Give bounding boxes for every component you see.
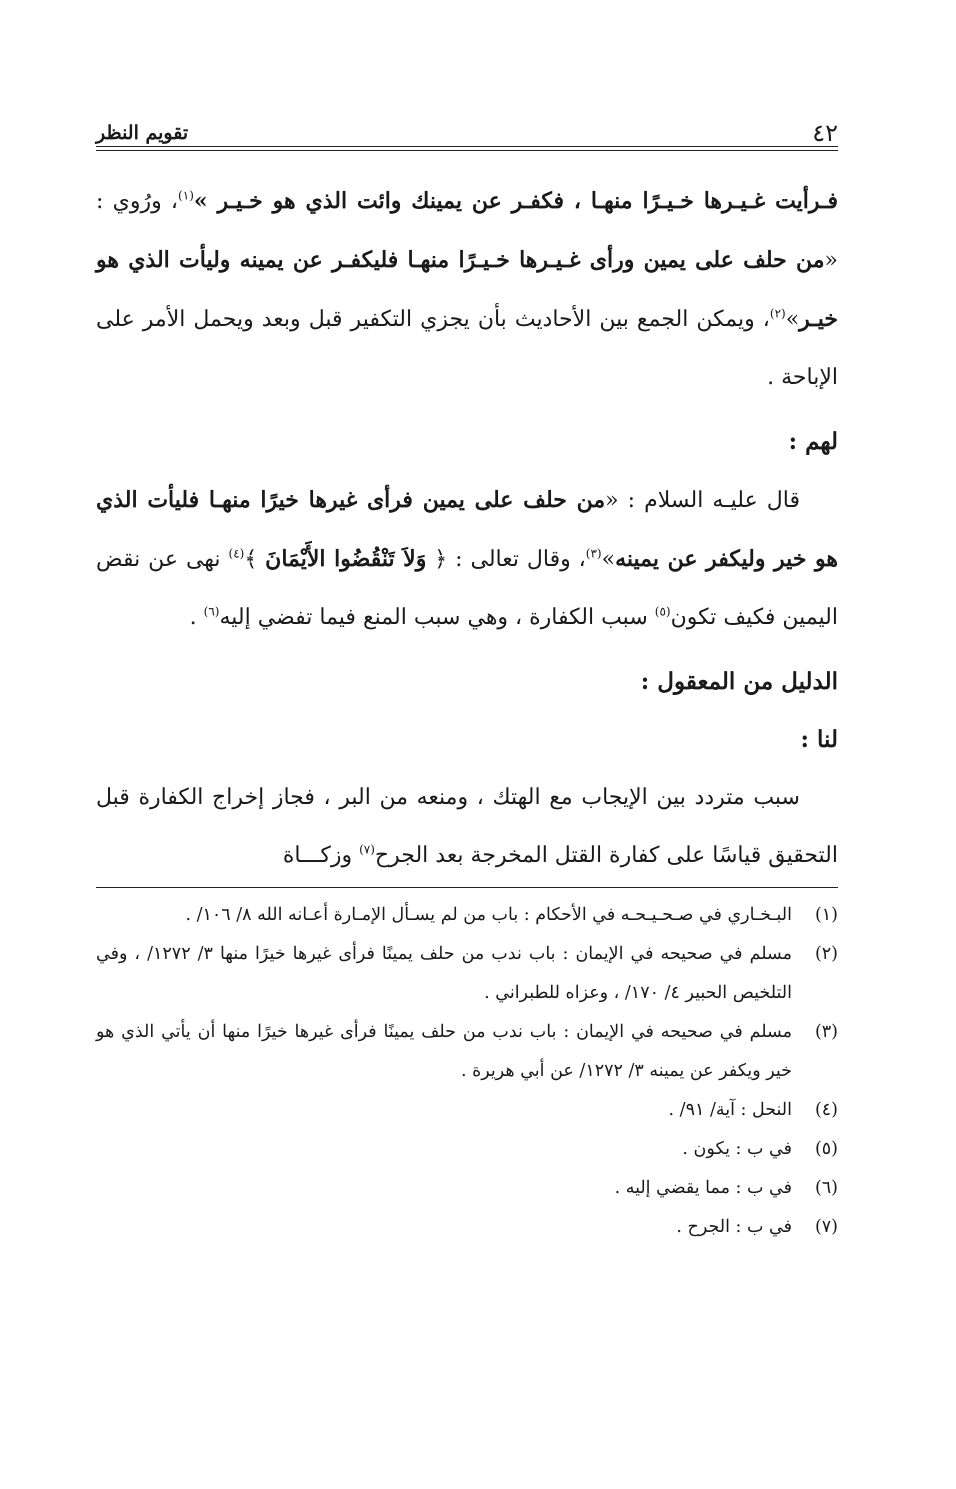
hadith-quote-3: من حلف على يمين فرأى غيرها خيرًا منهـا فليأت الذي هو خير وليكفر عن يمينه [96,487,838,572]
footnote-text: في ب : الجرح . [676,1217,792,1237]
footnote-ref-4: (٤) [228,546,245,561]
footnote-7 [96,1208,838,1247]
paragraph-2 [96,471,838,647]
footnotes [96,896,838,1247]
footnote-number: (٦) [814,1178,838,1198]
footnote-2 [96,935,838,1013]
footnote-number: (١) [814,905,838,925]
text-span: ﴾ [244,547,266,572]
footnote-text: مسلم في صحيحه في الإيمان : باب ندب من حلف يمينًا فرأى غيرها خيرًا منها ٣/ ١٢٧٢/ ، وفي التلخيص الحبير ٤/ ١٧٠/ ، وعزاه للطبراني . [96,944,792,1003]
hadith-quote-2: من حلف على يمين ورأى غـيـرها خـيـرًا منهـا فليكفـر عن يمينه وليأت الذي هو خيـر [96,247,838,332]
footnote-1 [96,896,838,935]
footnote-number: (٤) [814,1100,838,1120]
footnote-ref-3: (٣) [585,546,602,561]
footnote-6 [96,1169,838,1208]
footnote-5 [96,1130,838,1169]
quran-verse: وَلاَ تَنْقُضُوا الأَيْمَانَ [265,546,427,572]
text-span: » [601,547,616,572]
page-number: ٤٢ [812,119,838,147]
text-span: ، وقال تعالى : ﴿ [426,547,586,572]
footnote-ref-6: (٦) [203,604,220,619]
text-span: وزكـــاة [282,843,360,868]
footnote-text: النحل : آية/ ٩١/ . [668,1100,792,1120]
footnote-ref-7: (٧) [359,842,375,857]
running-title: تقويم النظر [96,122,189,144]
footnote-number: (٥) [814,1139,838,1159]
footnote-ref-1: (١) [178,188,194,203]
hadith-quote-1: فـرأيت غـيـرها خـيـرًا منهـا ، فكفـر عن يمينك وائت الذي هو خـيـر » [193,188,839,214]
text-span: نهى عن نقض اليمين فكيف تكون [96,547,838,630]
footnote-4 [96,1091,838,1130]
footnote-number: (٢) [814,944,838,964]
footnote-number: (٧) [814,1217,838,1237]
text-span: ، ورُوي : « [96,189,838,273]
text-span: سبب الكفارة ، وهي سبب المنع فيما تفضي إليه [219,605,655,630]
header-double-rule [96,146,838,151]
footnote-text: البـخـاري في صـحـيـحـه في الأحكام : باب من لم يسـأل الإمـارة أعـانه الله ٨/ ١٠٦/ . [185,905,792,925]
text-span: . [189,605,204,630]
footnote-text: في ب : يكون . [682,1139,792,1159]
heading-lahum: لهم : [788,428,838,455]
footnote-text: في ب : مما يقضي إليه . [614,1178,792,1198]
footnote-ref-2: (٢) [769,306,786,321]
text-span: » [785,307,800,332]
footnote-3 [96,1013,838,1091]
footnote-text: مسلم في صحيحه في الإيمان : باب ندب من حلف يمينًا فرأى غيرها خيرًا منها أن يأتي الذي هو خير ويكفر عن يمينه ٣/ ١٢٧٢/ عن أبي هريرة . [96,1022,792,1081]
footnote-ref-5: (٥) [654,604,671,619]
heading-dalil: الدليل من المعقول : [640,668,838,695]
heading-lana: لنا : [800,726,838,753]
footnote-number: (٣) [814,1022,838,1042]
text-span: سبب متردد بين الإيجاب مع الهتك ، ومنعه من البر ، فجاز إخراج الكفارة قبل التحقيق قياسًا على كفارة القتل المخرجة بعد الجرح [96,785,838,868]
text-span: ، ويمكن الجمع بين الأحاديث بأن يجزي التكفير قبل وبعد ويحمل الأمر على الإباحة . [96,307,838,390]
text-span: قال عليـه السلام : « [605,488,800,513]
paragraph-1 [96,172,838,407]
main-text [96,172,838,885]
paragraph-3 [96,769,838,885]
footnote-separator [96,887,838,888]
